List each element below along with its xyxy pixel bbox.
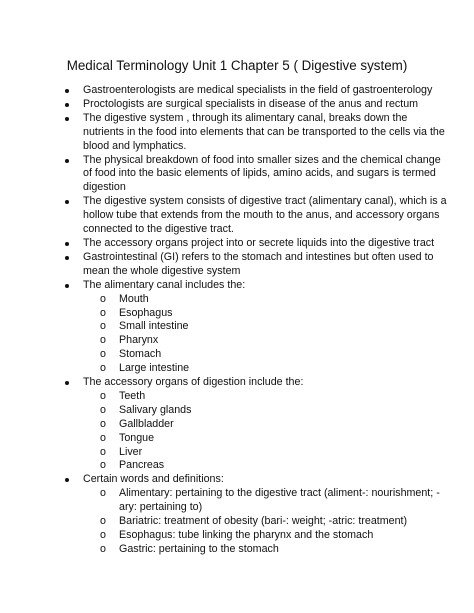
sub-list-item xyxy=(83,334,450,348)
sub-list-item-text: Alimentary: pertaining to the digestive tract (aliment-: nourishment; -ary: pertaining to) xyxy=(119,487,440,514)
sub-list-item xyxy=(83,487,450,515)
list-item-text: Certain words and definitions: xyxy=(83,473,224,486)
sub-list-item-text: Salivary glands xyxy=(119,403,192,416)
sub-list-item xyxy=(83,459,450,473)
bullet-icon xyxy=(65,478,69,482)
list-item xyxy=(65,154,450,196)
hollow-bullet-icon: o xyxy=(100,403,106,416)
list-item-text: The digestive system , through its alimentary canal, breaks down the nutrients in the food into elements that can be transported to the cells via the blood and lymphatics. xyxy=(83,111,445,152)
hollow-bullet-icon: o xyxy=(100,306,106,319)
bullet-icon xyxy=(65,200,69,204)
sub-list-item xyxy=(83,307,450,321)
sub-list-item xyxy=(83,432,450,446)
bullet-icon xyxy=(65,284,69,288)
list-item xyxy=(65,279,450,376)
hollow-bullet-icon: o xyxy=(100,389,106,402)
list-item xyxy=(65,237,450,251)
list-item xyxy=(65,195,450,237)
sub-list-item-text: Liver xyxy=(119,445,143,458)
sub-list-item xyxy=(83,362,450,376)
sub-list-item-text: Pharynx xyxy=(119,334,159,347)
hollow-bullet-icon: o xyxy=(100,515,106,528)
bullet-list xyxy=(65,84,450,557)
list-item-text: Proctologists are surgical specialists in disease of the anus and rectum xyxy=(83,97,419,110)
sub-list xyxy=(83,487,450,557)
page-title: Medical Terminology Unit 1 Chapter 5 ( Digestive system) xyxy=(66,58,408,73)
bullet-icon xyxy=(65,242,69,246)
sub-list-item-text: Esophagus: tube linking the pharynx and the stomach xyxy=(119,529,374,541)
hollow-bullet-icon: o xyxy=(100,348,106,361)
list-item-text: The accessory organs of digestion include the: xyxy=(83,376,304,389)
hollow-bullet-icon: o xyxy=(100,417,106,430)
sub-list-item xyxy=(83,293,450,307)
sub-list-item-text: Pancreas xyxy=(119,459,165,472)
list-item-text: The alimentary canal includes the: xyxy=(83,278,246,291)
list-item-text: The physical breakdown of food into smaller sizes and the chemical change of food into the basic elements of lipids, amino acids, and sugars is termed digestion xyxy=(83,153,441,194)
bullet-icon xyxy=(65,117,69,121)
sub-list-item-text: Gallbladder xyxy=(119,417,174,430)
sub-list-item-text: Teeth xyxy=(119,389,146,402)
sub-list-item xyxy=(83,404,450,418)
sub-list-item xyxy=(83,320,450,334)
sub-list-item-text: Esophagus xyxy=(119,306,173,319)
sub-list-item-text: Mouth xyxy=(119,292,149,305)
sub-list-item xyxy=(83,529,450,543)
bullet-icon xyxy=(65,103,69,107)
list-item-text: The digestive system consists of digestive tract (alimentary canal), which is a hollow tube that extends from the mouth to the anus, and accessory organs connected to the digestive tract. xyxy=(83,195,447,236)
hollow-bullet-icon: o xyxy=(100,362,106,375)
list-item-text: Gastroenterologists are medical specialists in the field of gastroenterology xyxy=(83,84,433,96)
sub-list-item xyxy=(83,418,450,432)
list-item xyxy=(65,84,450,98)
sub-list-item xyxy=(83,446,450,460)
sub-list xyxy=(83,390,450,473)
sub-list-item-text: Stomach xyxy=(119,348,162,361)
hollow-bullet-icon: o xyxy=(100,445,106,458)
list-item-text: The accessory organs project into or secrete liquids into the digestive tract xyxy=(83,236,435,249)
hollow-bullet-icon: o xyxy=(100,459,106,472)
list-item xyxy=(65,473,450,556)
sub-list-item-text: Small intestine xyxy=(119,320,189,333)
hollow-bullet-icon: o xyxy=(100,431,106,444)
sub-list-item xyxy=(83,515,450,529)
sub-list-item xyxy=(83,348,450,362)
bullet-icon xyxy=(65,381,69,385)
list-item xyxy=(65,251,450,279)
hollow-bullet-icon: o xyxy=(100,334,106,347)
list-item xyxy=(65,112,450,154)
sub-list xyxy=(83,293,450,376)
list-item-text: Gastrointestinal (GI) refers to the stomach and intestines but often used to mean the whole digestive system xyxy=(83,250,434,277)
sub-list-item xyxy=(83,390,450,404)
sub-list-item-text: Bariatric: treatment of obesity (bari-: weight; -atric: treatment) xyxy=(119,515,408,528)
sub-list-item-text: Tongue xyxy=(119,431,155,444)
bullet-icon xyxy=(65,256,69,260)
hollow-bullet-icon: o xyxy=(100,487,106,500)
list-item xyxy=(65,376,450,473)
hollow-bullet-icon: o xyxy=(100,320,106,333)
hollow-bullet-icon: o xyxy=(100,529,106,541)
sub-list-item-text: Large intestine xyxy=(119,362,190,375)
bullet-icon xyxy=(65,159,69,163)
sub-list-item-text: Gastric: pertaining to the stomach xyxy=(119,542,279,555)
bullet-icon xyxy=(65,89,69,93)
sub-list-item xyxy=(83,543,450,557)
hollow-bullet-icon: o xyxy=(100,292,106,305)
hollow-bullet-icon: o xyxy=(100,542,106,555)
list-item xyxy=(65,98,450,112)
